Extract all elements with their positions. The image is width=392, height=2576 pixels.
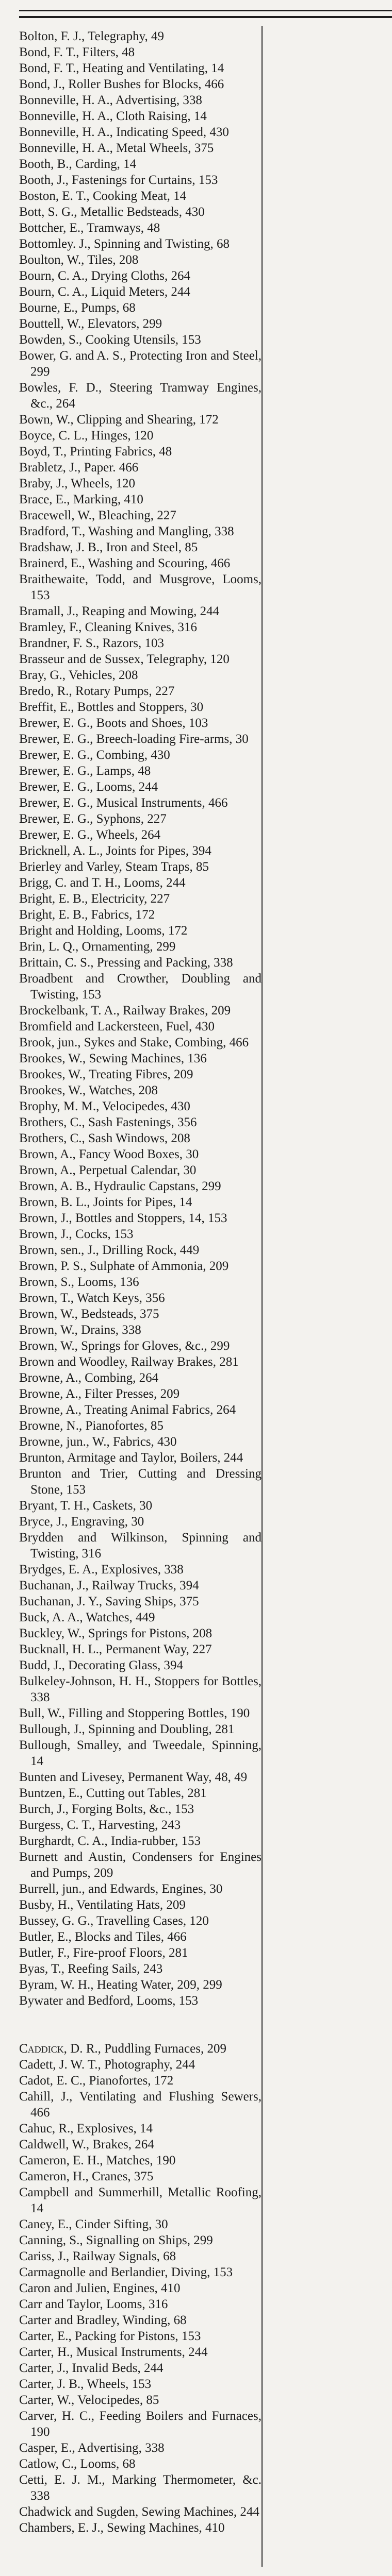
index-entry: Brace, E., Marking, 410 bbox=[19, 493, 143, 506]
index-entry: Brophy, M. M., Velocipedes, 430 bbox=[19, 1099, 190, 1113]
index-entry: Bolton, F. J., Telegraphy, 49 bbox=[19, 29, 164, 43]
index-entry: Brown, W., Springs for Gloves, &c., 299 bbox=[19, 1339, 230, 1353]
index-entry: Carr and Taylor, Looms, 316 bbox=[19, 2297, 168, 2311]
index-entry: Brittain, C. S., Pressing and Packing, 338 bbox=[19, 956, 233, 970]
index-entry: Caron and Julien, Engines, 410 bbox=[19, 2281, 181, 2295]
index-section-b bbox=[19, 28, 262, 2009]
index-entry: Brydden and Wilkinson, Spinning and Twisting, 316 bbox=[19, 1531, 262, 1561]
index-entry: Bucknall, H. L., Permanent Way, 227 bbox=[19, 1642, 212, 1656]
index-entry: Browne, N., Pianofortes, 85 bbox=[19, 1419, 164, 1433]
index-entry: Bussey, G. G., Travelling Cases, 120 bbox=[19, 1914, 209, 1928]
index-entry: Brown, A., Perpetual Calendar, 30 bbox=[19, 1163, 197, 1177]
index-entry: Brewer, E. G., Breech-loading Fire-arms, 30 bbox=[19, 732, 249, 746]
index-entry: Buckley, W., Springs for Pistons, 208 bbox=[19, 1626, 213, 1640]
index-entry: Brewer, E. G., Lamps, 48 bbox=[19, 764, 151, 778]
index-entry: Brown, S., Looms, 136 bbox=[19, 1275, 139, 1289]
index-entry: Bond, J., Roller Bushes for Blocks, 466 bbox=[19, 77, 224, 91]
index-entry: Carter, W., Velocipedes, 85 bbox=[19, 2393, 159, 2407]
index-entry: Boyd, T., Printing Fabrics, 48 bbox=[19, 445, 172, 459]
index-entry: Chadwick and Sugden, Sewing Machines, 244 bbox=[19, 2505, 259, 2519]
index-entry: Brunton, Armitage and Taylor, Boilers, 244 bbox=[19, 1451, 243, 1465]
index-entry: Bright, E. B., Fabrics, 172 bbox=[19, 908, 155, 922]
index-entry: Browne, A., Combing, 264 bbox=[19, 1371, 159, 1385]
index-entry: Broadbent and Crowther, Doubling and Twisting, 153 bbox=[19, 972, 262, 1002]
index-entry: Burgess, C. T., Harvesting, 243 bbox=[19, 1818, 181, 1832]
index-entry: Buck, A. A., Watches, 449 bbox=[19, 1611, 155, 1624]
index-entry: Byas, T., Reefing Sails, 243 bbox=[19, 1962, 163, 1976]
index-entry: Brockelbank, T. A., Railway Brakes, 209 bbox=[19, 1004, 231, 1018]
index-entry: Bright and Holding, Looms, 172 bbox=[19, 924, 188, 938]
index-entry: Boulton, W., Tiles, 208 bbox=[19, 253, 139, 267]
index-entry: Brunton and Trier, Cutting and Dressing Stone, 153 bbox=[19, 1467, 262, 1497]
index-entry: Catlow, C., Looms, 68 bbox=[19, 2457, 136, 2471]
index-entry: Bourne, E., Pumps, 68 bbox=[19, 301, 136, 315]
entry-rest: , D. R., Puddling Furnaces, 209 bbox=[63, 2042, 226, 2056]
index-entry: Campbell and Summerhill, Metallic Roofing, 14 bbox=[19, 2185, 262, 2215]
index-entry: Brown, J., Bottles and Stoppers, 14, 153 bbox=[19, 1211, 227, 1225]
index-entry: Butler, E., Blocks and Tiles, 466 bbox=[19, 1930, 187, 1944]
index-entry: Carmagnolle and Berlandier, Diving, 153 bbox=[19, 2265, 233, 2279]
index-entry: Brewer, E. G., Combing, 430 bbox=[19, 748, 170, 762]
index-entry: Carter, H., Musical Instruments, 244 bbox=[19, 2345, 208, 2359]
index-entry: Brigg, C. and T. H., Looms, 244 bbox=[19, 876, 186, 890]
index-body bbox=[0, 28, 392, 2536]
index-entry: Brown, T., Watch Keys, 356 bbox=[19, 1291, 165, 1305]
index-entry: Buntzen, E., Cutting out Tables, 281 bbox=[19, 1786, 207, 1800]
index-entry: Brookes, W., Treating Fibres, 209 bbox=[19, 1067, 193, 1081]
index-entry: Brown and Woodley, Railway Brakes, 281 bbox=[19, 1355, 239, 1369]
index-entry: Brin, L. Q., Ornamenting, 299 bbox=[19, 940, 176, 954]
index-entry: Browne, A., Filter Presses, 209 bbox=[19, 1387, 180, 1401]
index-entry: Brown, W., Drains, 338 bbox=[19, 1323, 141, 1337]
index-entry: Bredo, R., Rotary Pumps, 227 bbox=[19, 684, 175, 698]
index-entry: Cadot, E. C., Pianofortes, 172 bbox=[19, 2074, 174, 2088]
index-entry: Burnett and Austin, Condensers for Engines and Pumps, 209 bbox=[19, 1850, 262, 1880]
index-entry: Bown, W., Clipping and Shearing, 172 bbox=[19, 413, 219, 427]
index-column bbox=[19, 28, 262, 2536]
index-entry: Bonneville, H. A., Cloth Raising, 14 bbox=[19, 109, 207, 123]
index-entry: Burch, J., Forging Bolts, &c., 153 bbox=[19, 1802, 194, 1816]
index-entry: Burghardt, C. A., India-rubber, 153 bbox=[19, 1834, 201, 1848]
index-entry: Bourn, C. A., Liquid Meters, 244 bbox=[19, 285, 190, 299]
column-divider bbox=[262, 26, 263, 2567]
index-entry: Bradford, T., Washing and Mangling, 338 bbox=[19, 524, 234, 538]
index-entry: Cameron, E. H., Matches, 190 bbox=[19, 2154, 176, 2167]
index-entry: Bramley, F., Cleaning Knives, 316 bbox=[19, 620, 197, 634]
index-entry: Brewer, E. G., Musical Instruments, 466 bbox=[19, 796, 228, 810]
index-entry: Canning, S., Signalling on Ships, 299 bbox=[19, 2233, 213, 2247]
index-entry: Bromfield and Lackersteen, Fuel, 430 bbox=[19, 1020, 215, 1033]
index-entry: Boston, E. T., Cooking Meat, 14 bbox=[19, 189, 187, 203]
entry-name-small-caps: Caddick bbox=[19, 2042, 64, 2056]
index-entry: Bray, G., Vehicles, 208 bbox=[19, 668, 138, 682]
index-entry: Bramall, J., Reaping and Mowing, 244 bbox=[19, 604, 220, 618]
index-entry: Cetti, E. J. M., Marking Thermometer, &c. 338 bbox=[19, 2473, 262, 2503]
index-entry: Brierley and Varley, Steam Traps, 85 bbox=[19, 860, 209, 874]
index-entry: Brabletz, J., Paper. 466 bbox=[19, 461, 139, 474]
index-entry: Boyce, C. L., Hinges, 120 bbox=[19, 429, 154, 443]
index-entry: Bracewell, W., Bleaching, 227 bbox=[19, 509, 176, 522]
index-entry: Brook, jun., Sykes and Stake, Combing, 466 bbox=[19, 1036, 249, 1049]
index-entry: Bradshaw, J. B., Iron and Steel, 85 bbox=[19, 540, 198, 554]
index-entry: Butler, F., Fire-proof Floors, 281 bbox=[19, 1946, 188, 1960]
index-entry: Bryant, T. H., Caskets, 30 bbox=[19, 1499, 153, 1513]
index-entry: Brown, A., Fancy Wood Boxes, 30 bbox=[19, 1147, 199, 1161]
index-entry: Bond, F. T., Filters, 48 bbox=[19, 45, 135, 59]
index-entry: Bullough, J., Spinning and Doubling, 281 bbox=[19, 1722, 235, 1736]
index-entry: Browne, jun., W., Fabrics, 430 bbox=[19, 1435, 177, 1449]
index-entry: Brothers, C., Sash Windows, 208 bbox=[19, 1131, 190, 1145]
index-entry: Cadett, J. W. T., Photography, 244 bbox=[19, 2058, 195, 2072]
index-entry: Bond, F. T., Heating and Ventilating, 14 bbox=[19, 61, 224, 75]
index-entry: Budd, J., Decorating Glass, 394 bbox=[19, 1658, 184, 1672]
index-entry: Bott, S. G., Metallic Bedsteads, 430 bbox=[19, 205, 205, 219]
index-entry: Braby, J., Wheels, 120 bbox=[19, 477, 135, 490]
index-entry: Brasseur and de Sussex, Telegraphy, 120 bbox=[19, 652, 230, 666]
index-entry: Bricknell, A. L., Joints for Pipes, 394 bbox=[19, 844, 211, 858]
index-entry: Bowden, S., Cooking Utensils, 153 bbox=[19, 333, 201, 347]
index-entry: Bowles, F. D., Steering Tramway Engines, &c., 264 bbox=[19, 381, 262, 411]
index-entry: Bullough, Smalley, and Tweedale, Spinning, 14 bbox=[19, 1738, 262, 1768]
index-entry: Cariss, J., Railway Signals, 68 bbox=[19, 2249, 176, 2263]
section-gap bbox=[19, 2009, 262, 2041]
index-entry: Carter, J., Invalid Beds, 244 bbox=[19, 2361, 164, 2375]
index-entry: Caldwell, W., Brakes, 264 bbox=[19, 2138, 154, 2151]
index-entry: Carter and Bradley, Winding, 68 bbox=[19, 2313, 187, 2327]
index-entry: Bonneville, H. A., Indicating Speed, 430 bbox=[19, 125, 229, 139]
index-entry: Buchanan, J., Railway Trucks, 394 bbox=[19, 1579, 199, 1592]
index-section-c bbox=[19, 2041, 262, 2536]
index-entry: Brookes, W., Watches, 208 bbox=[19, 1083, 158, 1097]
index-entry: Carter, J. B., Wheels, 153 bbox=[19, 2377, 152, 2391]
index-entry: Bouttell, W., Elevators, 299 bbox=[19, 317, 162, 331]
index-entry: Bywater and Bedford, Looms, 153 bbox=[19, 1994, 199, 2008]
index-entry: Casper, E., Advertising, 338 bbox=[19, 2441, 165, 2455]
index-entry: Brothers, C., Sash Fastenings, 356 bbox=[19, 1115, 197, 1129]
index-entry: Booth, J., Fastenings for Curtains, 153 bbox=[19, 173, 218, 187]
index-entry: Bottcher, E., Tramways, 48 bbox=[19, 221, 160, 235]
index-entry: Brookes, W., Sewing Machines, 136 bbox=[19, 1052, 207, 1065]
index-entry: Brown, J., Cocks, 153 bbox=[19, 1227, 134, 1241]
index-entry: Bottomley. J., Spinning and Twisting, 68 bbox=[19, 237, 230, 251]
header-double-rule-lower bbox=[19, 16, 392, 18]
index-entry: Brewer, E. G., Syphons, 227 bbox=[19, 812, 167, 826]
index-entry: Booth, B., Carding, 14 bbox=[19, 157, 137, 171]
index-entry: Chambers, E. J., Sewing Machines, 410 bbox=[19, 2521, 225, 2535]
index-entry: Cahill, J., Ventilating and Flushing Sewers, 466 bbox=[19, 2090, 262, 2120]
index-entry: Brown, A. B., Hydraulic Capstans, 299 bbox=[19, 1179, 221, 1193]
index-entry: Browne, A., Treating Animal Fabrics, 264 bbox=[19, 1403, 236, 1417]
index-entry: Bonneville, H. A., Advertising, 338 bbox=[19, 93, 202, 107]
index-entry: Brewer, E. G., Looms, 244 bbox=[19, 780, 158, 794]
index-entry: Brydges, E. A., Explosives, 338 bbox=[19, 1563, 184, 1577]
index-entry: Buchanan, J. Y., Saving Ships, 375 bbox=[19, 1595, 199, 1608]
index-entry: Brewer, E. G., Boots and Shoes, 103 bbox=[19, 716, 208, 730]
index-entry: Bulkeley-Johnson, H. H., Stoppers for Bottles, 338 bbox=[19, 1674, 262, 1704]
header-double-rule-upper bbox=[19, 10, 392, 11]
index-entry: Bower, G. and A. S., Protecting Iron and Steel, 299 bbox=[19, 349, 262, 379]
index-entry: Brandner, F. S., Razors, 103 bbox=[19, 636, 164, 650]
index-entry: Brown, W., Bedsteads, 375 bbox=[19, 1307, 159, 1321]
index-entry: Brown, sen., J., Drilling Rock, 449 bbox=[19, 1243, 200, 1257]
index-entry: Carter, E., Packing for Pistons, 153 bbox=[19, 2329, 201, 2343]
index-entry: Bright, E. B., Electricity, 227 bbox=[19, 892, 170, 906]
index-entry: Byram, W. H., Heating Water, 209, 299 bbox=[19, 1978, 222, 1992]
index-entry: Brewer, E. G., Wheels, 264 bbox=[19, 828, 161, 842]
index-entry: Cahuc, R., Explosives, 14 bbox=[19, 2122, 153, 2136]
index-entry: Burrell, jun., and Edwards, Engines, 30 bbox=[19, 1882, 223, 1896]
index-entry: Braithewaite, Todd, and Musgrove, Looms, 153 bbox=[19, 572, 262, 602]
index-entry: Brainerd, E., Washing and Scouring, 466 bbox=[19, 556, 231, 570]
index-entry: Breffit, E., Bottles and Stoppers, 30 bbox=[19, 700, 204, 714]
index-entry: Bonneville, H. A., Metal Wheels, 375 bbox=[19, 141, 214, 155]
index-entry: Bull, W., Filling and Stoppering Bottles, 190 bbox=[19, 1706, 250, 1720]
index-entry: Carver, H. C., Feeding Boilers and Furnaces, 190 bbox=[19, 2409, 262, 2439]
index-entry: Bourn, C. A., Drying Cloths, 264 bbox=[19, 269, 190, 283]
index-entry: Caney, E., Cinder Sifting, 30 bbox=[19, 2217, 168, 2231]
index-entry: Busby, H., Ventilating Hats, 209 bbox=[19, 1898, 186, 1912]
index-entry: Brown, B. L., Joints for Pipes, 14 bbox=[19, 1195, 192, 1209]
index-entry bbox=[19, 2041, 262, 2057]
index-entry: Cameron, H., Cranes, 375 bbox=[19, 2170, 154, 2183]
index-entry: Bunten and Livesey, Permanent Way, 48, 49 bbox=[19, 1770, 248, 1784]
index-entry: Brown, P. S., Sulphate of Ammonia, 209 bbox=[19, 1259, 229, 1273]
index-entry: Bryce, J., Engraving, 30 bbox=[19, 1515, 144, 1529]
